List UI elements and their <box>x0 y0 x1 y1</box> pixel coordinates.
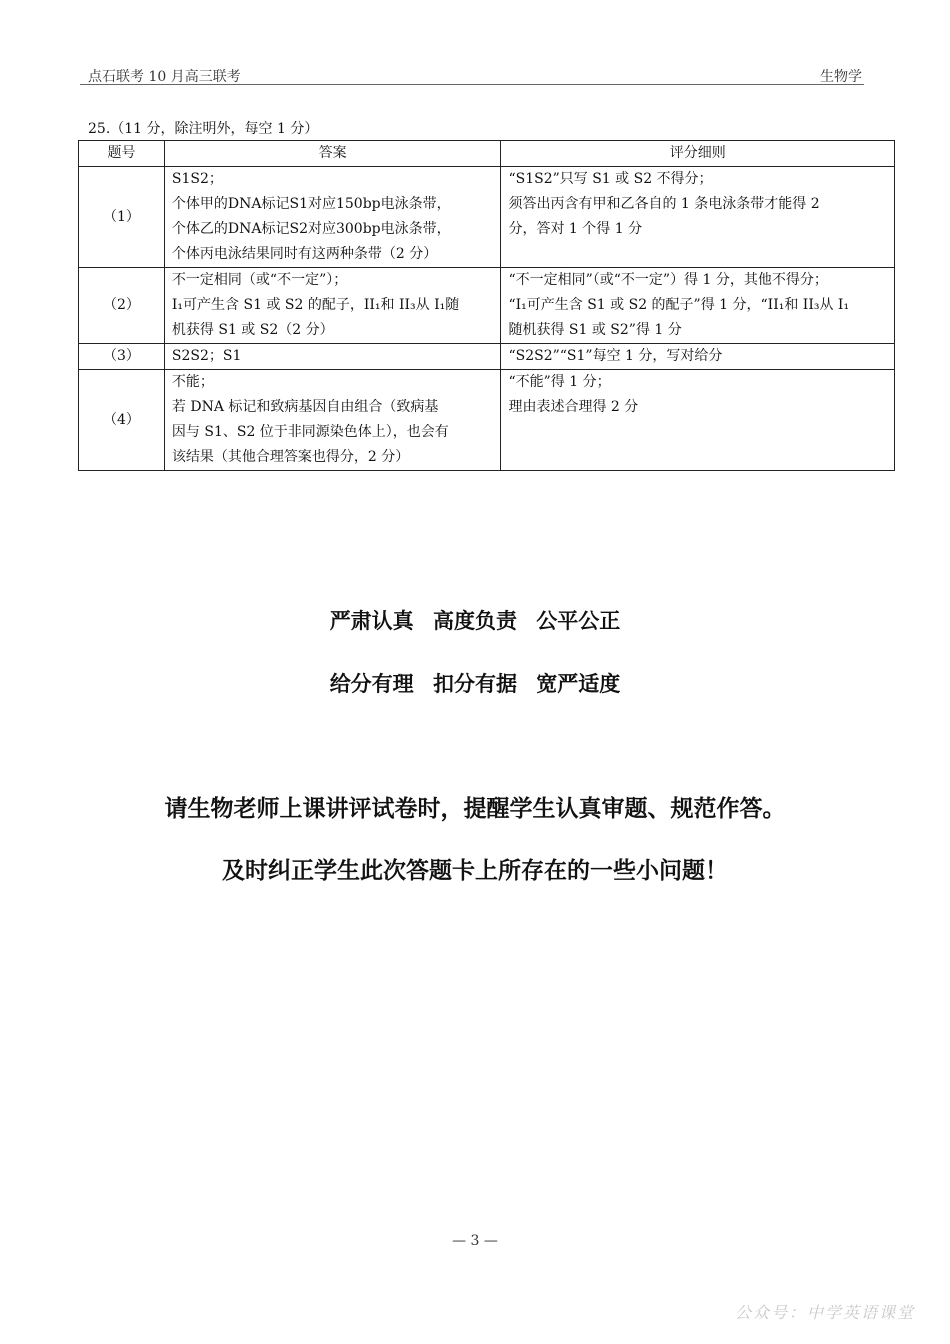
answer-line: 若 DNA 标记和致病基因自由组合（致病基 <box>171 399 439 415</box>
answer-line: 不一定相同（或“不一定”）； <box>171 272 348 288</box>
answer-line: 个体甲的DNA标记S1对应150bp电泳条带， <box>171 196 451 212</box>
teacher-notice-line-1: 请生物老师上课讲评试卷时，提醒学生认真审题、规范作答。 <box>164 796 786 822</box>
rubric-line: “I₁可产生含 S1 或 S2 的配子”得 1 分，“II₁和 II₃从 I₁ <box>508 297 850 313</box>
table-header-row <box>79 141 895 167</box>
answer-cell <box>164 370 501 471</box>
watermark: 公众号：中学英语课堂 <box>735 1303 916 1322</box>
answer-line: 个体乙的DNA标记S2对应300bp电泳条带， <box>171 221 451 237</box>
scoring-table <box>78 140 895 471</box>
answer-line: 该结果（其他合理答案也得分，2 分） <box>171 449 410 465</box>
column-header-number: 题号 <box>79 141 165 167</box>
motto-line-2: 给分有理 扣分有据 宽严适度 <box>329 672 621 696</box>
rubric-line: “S2S2”“S1”每空 1 分，写对给分 <box>508 348 723 364</box>
header-exam-title: 点石联考 10 月高三联考 <box>88 69 241 85</box>
answer-line: S1S2； <box>171 171 223 187</box>
answer-line: I₁可产生含 S1 或 S2 的配子，II₁和 II₃从 I₁随 <box>171 297 460 313</box>
row-number: （2） <box>79 268 165 344</box>
table-row <box>79 167 895 268</box>
row-number: （4） <box>79 370 165 471</box>
rubric-line: “不一定相同”（或“不一定”）得 1 分，其他不得分； <box>508 272 828 288</box>
rubric-cell <box>501 268 895 344</box>
header-divider <box>80 84 864 85</box>
table-row <box>79 268 895 344</box>
page-number: — 3 — <box>452 1233 498 1249</box>
rubric-cell <box>501 167 895 268</box>
answer-cell <box>164 167 501 268</box>
motto-line-1: 严肃认真 高度负责 公平公正 <box>329 609 621 633</box>
row-number: （1） <box>79 167 165 268</box>
rubric-line: 须答出丙含有甲和乙各自的 1 条电泳条带才能得 2 <box>508 196 820 212</box>
answer-line: 机获得 S1 或 S2（2 分） <box>171 322 334 338</box>
rubric-cell <box>501 344 895 370</box>
row-number: （3） <box>79 344 165 370</box>
rubric-line: “不能”得 1 分； <box>508 374 611 390</box>
question-heading: 25.（11 分，除注明外，每空 1 分） <box>88 121 319 137</box>
column-header-answer: 答案 <box>164 141 501 167</box>
teacher-notice-line-2: 及时纠正学生此次答题卡上所存在的一些小问题！ <box>222 858 728 884</box>
column-header-rubric: 评分细则 <box>501 141 895 167</box>
rubric-line: 随机获得 S1 或 S2”得 1 分 <box>508 322 682 338</box>
answer-line: S2S2；S1 <box>171 348 242 364</box>
answer-line: 因与 S1、S2 位于非同源染色体上），也会有 <box>171 424 449 440</box>
rubric-cell <box>501 370 895 471</box>
table-row <box>79 344 895 370</box>
rubric-line: “S1S2”只写 S1 或 S2 不得分； <box>508 171 713 187</box>
header-subject: 生物学 <box>820 69 862 85</box>
table-row <box>79 370 895 471</box>
rubric-line: 理由表述合理得 2 分 <box>508 399 639 415</box>
answer-cell <box>164 344 501 370</box>
answer-cell <box>164 268 501 344</box>
answer-line: 不能； <box>171 374 214 390</box>
answer-line: 个体丙电泳结果同时有这两种条带（2 分） <box>171 246 438 262</box>
rubric-line: 分，答对 1 个得 1 分 <box>508 221 643 237</box>
